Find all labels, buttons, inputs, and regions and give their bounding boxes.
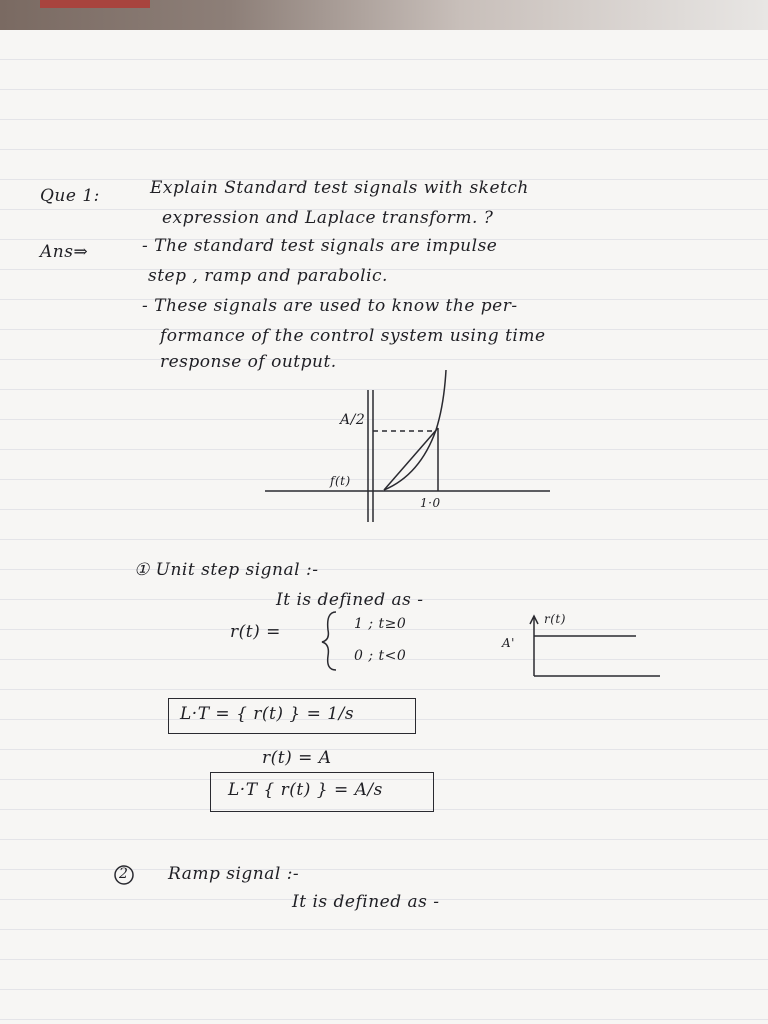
step-graph-a-label: A'	[502, 636, 515, 650]
piecewise-brace	[322, 612, 336, 670]
figure1-x-label: 1·0	[420, 496, 441, 510]
question-label: Que 1:	[40, 186, 100, 206]
unit-step-case-2: 0 ; t<0	[354, 648, 407, 664]
answer-line-3: - These signals are used to know the per-	[142, 296, 518, 316]
figure1-f-label: f(t)	[330, 474, 351, 488]
answer-line-4: formance of the control system using time	[160, 326, 546, 346]
ramp-heading: Ramp signal :-	[168, 864, 300, 884]
formula-1: L·T = { r(t) } = 1/s	[180, 704, 355, 724]
unit-step-case-1: 1 ; t≥0	[354, 616, 407, 632]
unit-step-lhs: r(t) =	[230, 622, 281, 642]
formula-2: L·T { r(t) } = A/s	[228, 780, 383, 800]
step-graph-label: r(t)	[544, 612, 566, 626]
notebook-page	[0, 30, 768, 1024]
assign-line: r(t) = A	[262, 748, 332, 768]
answer-line-5: response of output.	[160, 352, 337, 372]
ramp-number: 2	[119, 866, 129, 882]
ramp-defined: It is defined as -	[292, 892, 440, 912]
question-line-2: expression and Laplace transform. ?	[162, 208, 494, 228]
answer-line-2: step , ramp and parabolic.	[148, 266, 388, 286]
question-line-1: Explain Standard test signals with sketch	[150, 178, 529, 198]
figure1-ramp-line	[384, 428, 438, 490]
answer-line-1: - The standard test signals are impulse	[142, 236, 498, 256]
unit-step-defined: It is defined as -	[276, 590, 424, 610]
unit-step-heading: ① Unit step signal :-	[134, 560, 319, 580]
figure1-y-label: A/2	[340, 412, 366, 428]
answer-label: Ans⇒	[40, 242, 89, 262]
red-object	[40, 0, 150, 8]
sketch-layer	[0, 30, 768, 1024]
